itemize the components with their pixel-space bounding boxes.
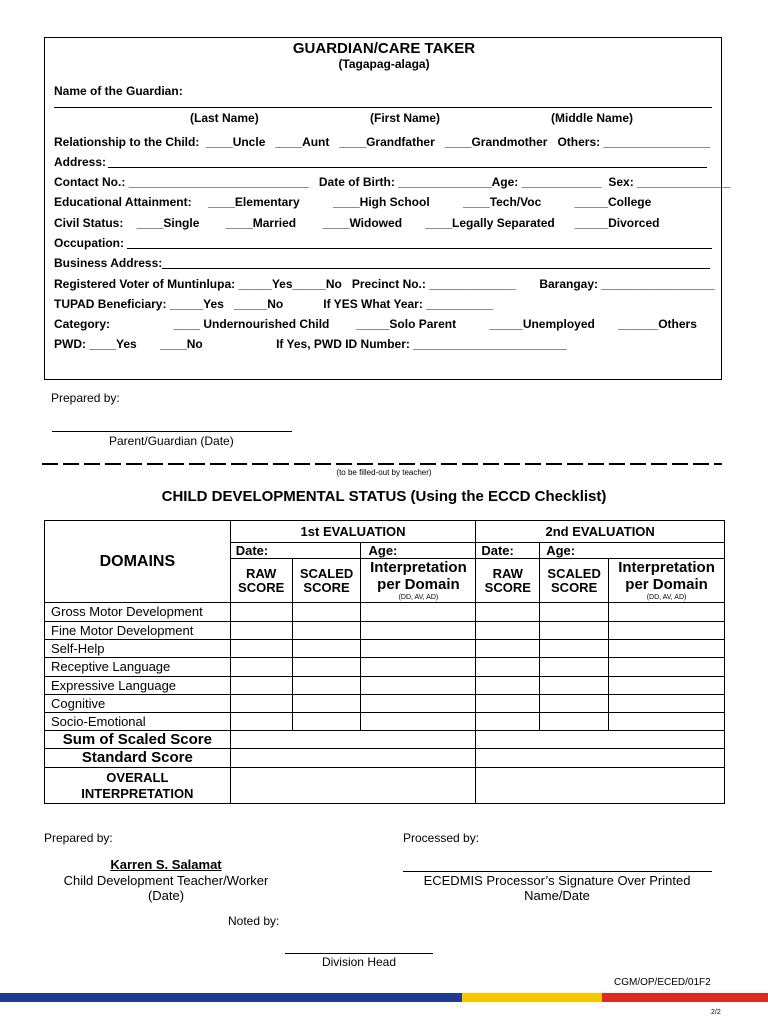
- section-title: CHILD DEVELOPMENTAL STATUS (Using the ECCD Checklist): [161, 488, 607, 505]
- guardian-name-field[interactable]: [54, 107, 712, 108]
- contact-row[interactable]: Contact No.: ___________________________ Date of Birth: ______________Age: ____________ Sex: ______________: [54, 175, 731, 189]
- table-row: [45, 695, 725, 713]
- eval1-raw-header: RAW SCORE: [230, 559, 292, 603]
- eval1-header: 1st EVALUATION: [230, 521, 476, 543]
- parent-signature-line[interactable]: [52, 431, 292, 432]
- eval2-interp-note: (DD, AV, AD): [646, 594, 687, 601]
- parent-guardian-caption: Parent/Guardian (Date): [109, 434, 234, 448]
- education-row[interactable]: Educational Attainment: ____Elementary ____High School ____Tech/Voc _____College: [54, 195, 652, 209]
- eval2-interp-header: [609, 559, 725, 603]
- domain-label: Socio-Emotional: [45, 713, 231, 731]
- noted-by-label: Noted by:: [228, 914, 280, 928]
- guardian-section: [44, 37, 731, 380]
- table-row: [45, 640, 725, 658]
- table-row: [45, 658, 725, 677]
- sum-scaled-label: Sum of Scaled Score: [45, 731, 231, 749]
- standard-score-label: Standard Score: [45, 749, 231, 768]
- domain-label: Self-Help: [45, 640, 231, 658]
- teacher-note: (to be filled-out by teacher): [336, 468, 432, 477]
- guardian-name-label: Name of the Guardian:: [54, 84, 183, 98]
- guardian-subtitle: (Tagapag-alaga): [338, 57, 430, 71]
- domains-header: DOMAINS: [45, 521, 231, 603]
- relationship-row[interactable]: Relationship to the Child: ____Uncle ____Aunt ____Grandfather ____Grandmother Others: ________________: [54, 135, 711, 149]
- table-row: [45, 622, 725, 640]
- category-row[interactable]: Category: ____ Undernourished Child _____Solo Parent _____Unemployed ______Others: [54, 317, 697, 331]
- last-name-caption: (Last Name): [190, 111, 259, 125]
- footer-processed-by: Processed by:: [403, 831, 480, 845]
- flag-bar-red: [602, 993, 768, 1002]
- domain-label: Fine Motor Development: [45, 622, 231, 640]
- teacher-name: Karren S. Salamat: [110, 857, 222, 872]
- eval1-date[interactable]: Date:: [230, 543, 361, 559]
- footer-prepared-by: Prepared by:: [44, 831, 113, 845]
- overall-label: OVERALL INTERPRETATION: [45, 768, 231, 804]
- page-number: 2/2: [711, 1009, 721, 1016]
- processor-caption: ECEDMIS Processor’s Signature Over Printed Name/Date: [423, 873, 691, 903]
- pwd-row[interactable]: PWD: ____Yes ____No If Yes, PWD ID Number: _______________________: [54, 337, 567, 351]
- cut-line: [42, 463, 722, 465]
- domain-label: Expressive Language: [45, 677, 231, 695]
- eval2-interp-label: Interpretation per Domain: [618, 559, 715, 593]
- domain-label: Receptive Language: [45, 658, 231, 677]
- teacher-role: Child Development Teacher/Worker (Date): [63, 873, 269, 903]
- eval1-age[interactable]: Age:: [361, 543, 476, 559]
- table-row: [45, 749, 725, 768]
- domain-label: Cognitive: [45, 695, 231, 713]
- table-row: [45, 677, 725, 695]
- table-row: [45, 768, 725, 804]
- occupation-label: Occupation:: [54, 236, 125, 250]
- prepared-by-label: Prepared by:: [51, 391, 120, 405]
- eval2-age[interactable]: Age:: [540, 543, 725, 559]
- business-address-field[interactable]: [162, 268, 710, 269]
- civil-status-row[interactable]: Civil Status: ____Single ____Married ____Widowed ____Legally Separated _____Divorced: [54, 216, 660, 230]
- middle-name-caption: (Middle Name): [551, 111, 634, 125]
- tupad-row[interactable]: TUPAD Beneficiary: _____Yes _____No If YES What Year: __________: [54, 297, 493, 311]
- division-head-signature-line[interactable]: [285, 953, 433, 954]
- eval2-header: 2nd EVALUATION: [476, 521, 725, 543]
- business-address-label: Business Address:: [54, 256, 163, 270]
- eccd-table: [44, 520, 725, 804]
- address-field[interactable]: [108, 167, 707, 168]
- table-row: [45, 731, 725, 749]
- eval1-interp-label: Interpretation per Domain: [370, 559, 467, 593]
- eval2-date[interactable]: Date:: [476, 543, 540, 559]
- first-name-caption: (First Name): [370, 111, 441, 125]
- eval2-scaled-header: SCALED SCORE: [540, 559, 609, 603]
- domain-label: Gross Motor Development: [45, 603, 231, 622]
- table-row: [45, 603, 725, 622]
- eval2-raw-header: RAW SCORE: [476, 559, 540, 603]
- flag-bar-blue: [0, 993, 462, 1002]
- eval1-scaled-header: SCALED SCORE: [292, 559, 361, 603]
- guardian-title: GUARDIAN/CARE TAKER: [292, 40, 476, 57]
- address-label: Address:: [54, 155, 107, 169]
- division-head-caption: Division Head: [321, 955, 397, 969]
- voter-row[interactable]: Registered Voter of Muntinlupa: _____Yes_____No Precinct No.: _____________ Barangay: _________________: [54, 277, 715, 291]
- eval1-interp-header: [361, 559, 476, 603]
- form-code: CGM/OP/ECED/01F2: [614, 977, 711, 988]
- processor-signature-line[interactable]: [403, 871, 712, 872]
- occupation-field[interactable]: [127, 248, 712, 249]
- flag-bar-yellow: [462, 993, 602, 1002]
- table-row: [45, 713, 725, 731]
- eval1-interp-note: (DD, AV, AD): [398, 594, 439, 601]
